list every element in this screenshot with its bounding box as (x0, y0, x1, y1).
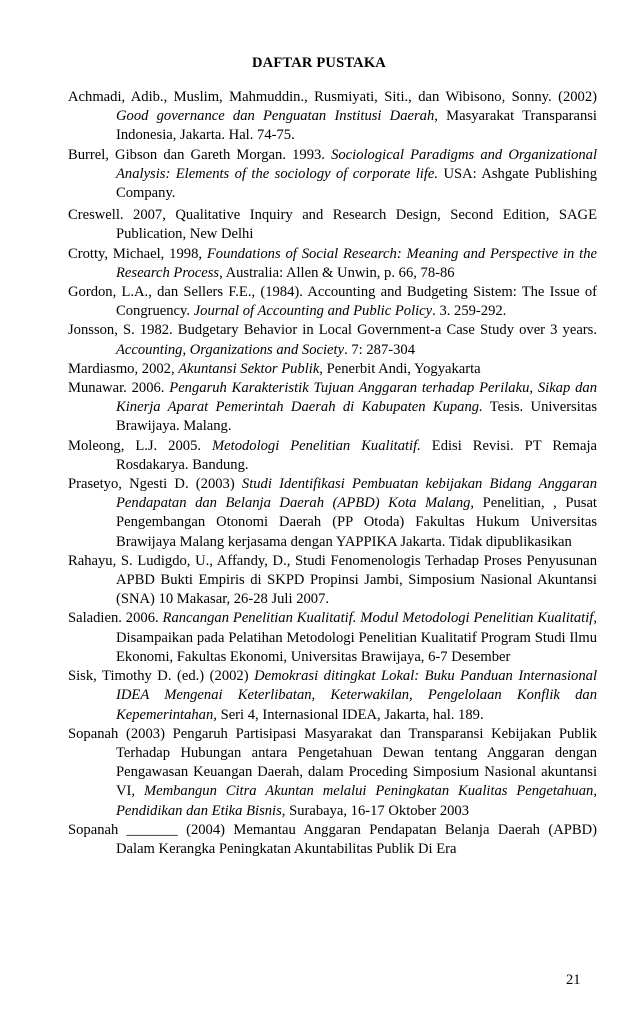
reference-entry: Sopanah _______ (2004) Memantau Anggaran Pendapatan Belanja Daerah (APBD) Dalam Kerangka Peningkatan Akuntabilitas Publik Di Era (68, 821, 597, 857)
page-number: 21 (566, 972, 581, 988)
reference-entry: Crotty, Michael, 1998, Foundations of Social Research: Meaning and Perspective in the Research Process, Australia: Allen & Unwin, p. 66, 78-86 (68, 245, 597, 281)
reference-entry: Jonsson, S. 1982. Budgetary Behavior in Local Government-a Case Study over 3 years. Accounting, Organizations and Society. 7: 287-304 (68, 322, 597, 358)
reference-entry: Sisk, Timothy D. (ed.) (2002) Demokrasi ditingkat Lokal: Buku Panduan Internasional IDEA Mengenai Keterlibatan, Keterwakilan, Pengelolaan Konflik dan Kepemerintahan, Seri 4, Internasional IDEA, Jakarta, hal. 189. (68, 668, 598, 723)
reference-entry: Munawar. 2006. Pengaruh Karakteristik Tujuan Anggaran terhadap Perilaku, Sikap dan Kinerja Aparat Pemerintah Daerah di Kabupaten Kupang. Tesis. Universitas Brawijaya. Malang. (68, 380, 598, 435)
reference-entry: Burrel, Gibson dan Gareth Morgan. 1993. Sociological Paradigms and Organizational Analysis: Elements of the sociology of corporate life. USA: Ashgate Publishing Company. (68, 146, 598, 202)
reference-list (68, 88, 597, 859)
reference-entry: Prasetyo, Ngesti D. (2003) Studi Identifikasi Pembuatan kebijakan Bidang Anggaran Pendapatan dan Belanja Daerah (APBD) Kota Malang, Penelitian, , Pusat Pengembangan Otonomi Daerah (PP Otoda) Fakultas Hukum Universitas Brawijaya Malang kerjasama dengan YAPPIKA Jakarta. Tidak dipublikasikan (68, 476, 597, 550)
reference-entry: Gordon, L.A., dan Sellers F.E., (1984). Accounting and Budgeting Sistem: The Issue of Congruency. Journal of Accounting and Public Policy. 3. 259-292. (68, 284, 597, 320)
page-title: DAFTAR PUSTAKA (252, 55, 386, 71)
reference-entry: Achmadi, Adib., Muslim, Mahmuddin., Rusmiyati, Siti., dan Wibisono, Sonny. (2002) Good governance dan Penguatan Institusi Daerah, Masyarakat Transparansi Indonesia, Jakarta. Hal. 74-75. (68, 89, 597, 144)
reference-entry: Rahayu, S. Ludigdo, U., Affandy, D., Studi Fenomenologis Terhadap Proses Penyusunan APBD Bukti Empiris di SKPD Propinsi Jambi, Simposium Nasional Akuntansi (SNA) 10 Makasar, 26-28 Juli 2007. (68, 552, 597, 608)
reference-entry: Creswell. 2007, Qualitative Inquiry and Research Design, Second Edition, SAGE Publication, New Delhi (68, 207, 597, 243)
reference-entry: Sopanah (2003) Pengaruh Partisipasi Masyarakat dan Transparansi Kebijakan Publik Terhadap Hubungan antara Pengetahuan Dewan tentang Anggaran dengan Pengawasan Keuangan Daerah, dalam Proceding Simposium Nasional akuntansi VI, Membangun Citra Akuntan melalui Peningkatan Kualitas Pengetahuan, Pendidikan dan Etika Bisnis, Surabaya, 16-17 Oktober 2003 (68, 725, 598, 819)
reference-entry: Moleong, L.J. 2005. Metodologi Penelitian Kualitatif. Edisi Revisi. PT Remaja Rosdakarya. Bandung. (68, 437, 597, 473)
reference-entry: Mardiasmo, 2002, Akuntansi Sektor Publik, Penerbit Andi, Yogyakarta (68, 360, 481, 377)
reference-entry: Saladien. 2006. Rancangan Penelitian Kualitatif. Modul Metodologi Penelitian Kualitatif, Disampaikan pada Pelatihan Metodologi Penelitian Kualitatif Program Studi Ilmu Ekonomi, Fakultas Ekonomi, Universitas Brawijaya, 6-7 Desember (68, 610, 597, 665)
